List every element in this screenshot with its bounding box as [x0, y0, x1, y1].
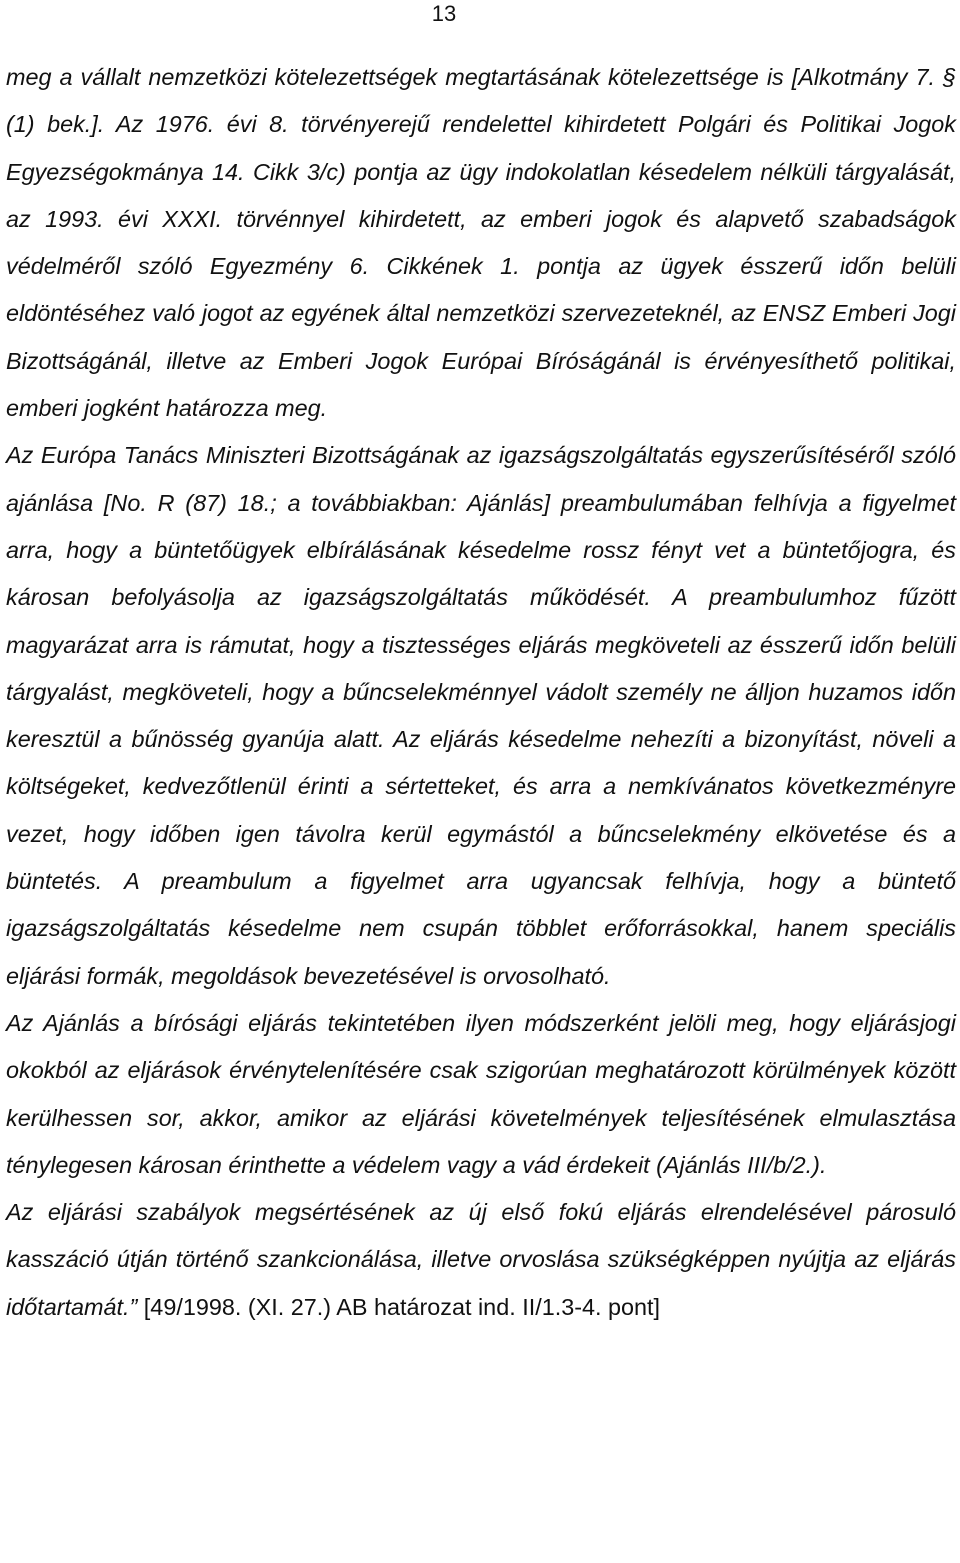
citation-reference: [49/1998. (XI. 27.) AB határozat ind. II/1.3-4. pont] — [137, 1293, 661, 1320]
paragraph-2 — [6, 432, 956, 1000]
paragraph-2-text: Az Európa Tanács Miniszteri Bizottságának az igazságszolgáltatás egyszerűsítéséről szóló ajánlása [No. R (87) 18.; a továbbiakban: Ajánlás] preambulumában felhívja a figyelmet arra, hogy a büntetőügyek elbírálásának késedelme rossz fényt vet a büntetőjogra, és károsan befolyásolja az igazságszolgáltatás működését. A preambulumhoz fűzött magyarázat arra is rámutat, hogy a tisztességes eljárás megköveteli az ésszerű időn belüli tárgyalást, megköveteli, hogy a bűncselekménnyel vádolt személy ne álljon huzamos időn keresztül a bűnösség gyanúja alatt. Az eljárás késedelme nehezíti a bizonyítást, növeli a költségeket, kedvezőtlenül érinti a sértetteket, és arra a nemkívánatos következményre vezet, hogy időben igen távolra kerül egymástól a bűncselekmény elkövetése és a büntetés. A preambulum a figyelmet arra ugyancsak felhívja, hogy a büntető igazságszolgáltatás késedelme nem csupán többlet erőforrásokkal, hanem speciális eljárási formák, megoldások bevezetésével is orvosolható. — [6, 442, 956, 989]
paragraph-3 — [6, 1000, 956, 1189]
paragraph-1 — [6, 54, 956, 432]
document-body — [6, 54, 956, 1331]
paragraph-3-text: Az Ajánlás a bírósági eljárás tekintetében ilyen módszerként jelöli meg, hogy eljárásjogi okokból az eljárások érvénytelenítésére csak szigorúan meghatározott körülmények között kerülhessen sor, akkor, amikor az eljárási követelmények teljesítésének elmulasztása ténylegesen károsan érinthette a védelem vagy a vád érdekeit (Ajánlás III/b/2.). — [6, 1009, 956, 1178]
paragraph-1-text: meg a vállalt nemzetközi kötelezettségek megtartásának kötelezettsége is [Alkotmány 7. § (1) bek.]. Az 1976. évi 8. törvényerejű rendelettel kihirdetett Polgári és Politikai Jogok Egyezségokmánya 14. Cikk 3/c) pontja az ügy indokolatlan késedelem nélküli tárgyalását, az 1993. évi XXXI. törvénnyel kihirdetett, az emberi jogok és alapvető szabadságok védelméről szóló Egyezmény 6. Cikkének 1. pontja az ügyek ésszerű időn belüli eldöntéséhez való jogot az egyének által nemzetközi szervezeteknél, az ENSZ Emberi Jogi Bizottságánál, illetve az Emberi Jogok Európai Bíróságánál is érvényesíthető politikai, emberi jogként határozza meg. — [6, 64, 956, 422]
paragraph-4-text: Az eljárási szabályok megsértésének az új első fokú eljárás elrendelésével párosuló kasszáció útján történő szankcionálása, illetve orvoslása szükségképpen nyújtja az eljárás időtartamát.” — [6, 1199, 956, 1320]
paragraph-4 — [6, 1189, 956, 1331]
page-number: 13 — [431, 1, 457, 26]
